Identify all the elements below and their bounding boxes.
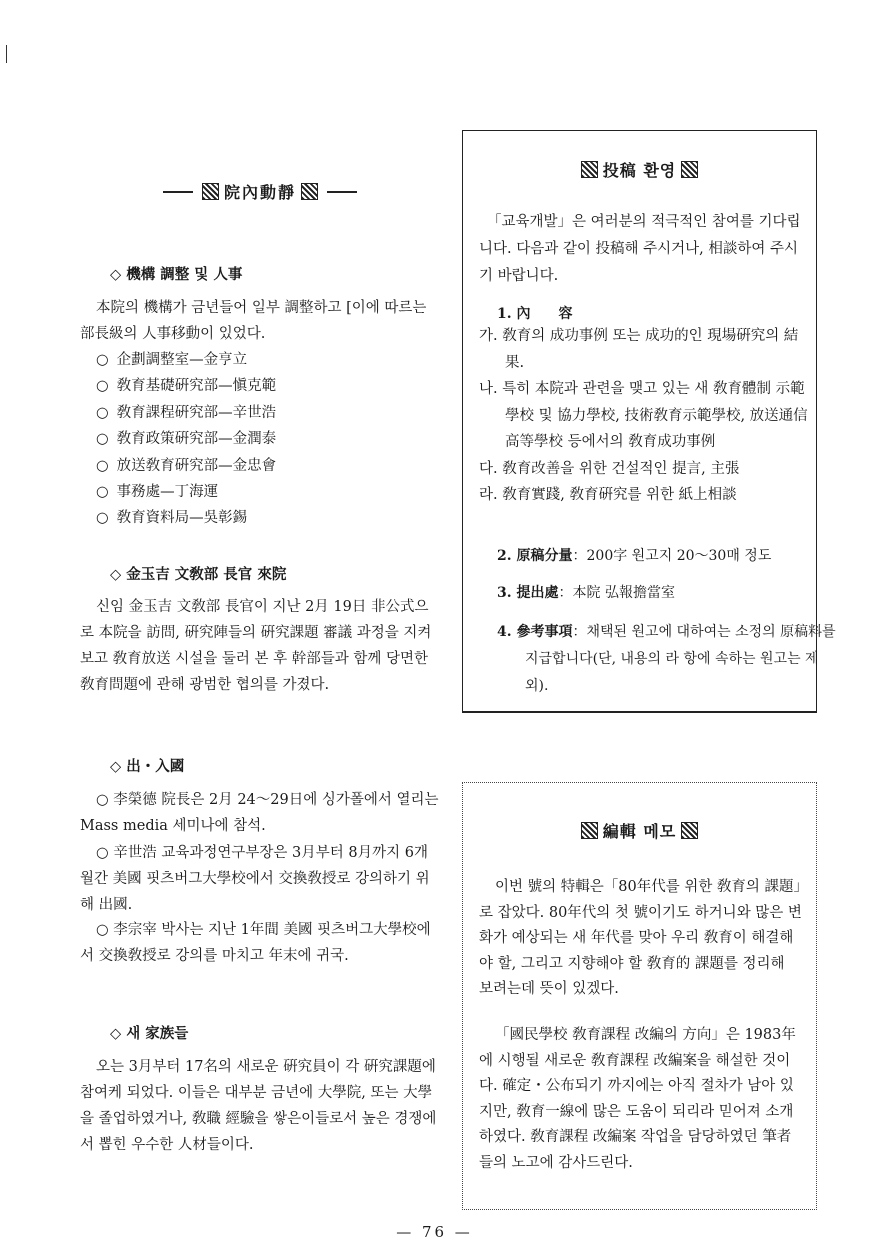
heading-new-family: ◇ 새 家族들 bbox=[110, 1025, 189, 1042]
box-title: 編輯 메모 bbox=[463, 819, 816, 842]
heading-minister-visit: ◇ 金玉吉 文敎部 長官 來院 bbox=[110, 566, 287, 583]
submission-content-heading: 1. 內 容 bbox=[497, 306, 573, 322]
page-edge-mark bbox=[6, 45, 7, 63]
memo-paragraph-2: 「國民學校 敎育課程 改編의 方向」은 1983年에 시행될 새로운 敎育課程 改編案을 해설한 것이다. 確定・公布되기 까지에는 아직 절차가 남아 있지만, 敎育一線에 많은 도움이 되리라 믿어져 소개하였다. 敎育課程 改編案 작업을 담당하였던 筆者들의 노고에 감사드린다. bbox=[479, 1027, 796, 1171]
page-number: — 76 — bbox=[396, 1223, 473, 1241]
submission-destination: 3. 提出處：本院 弘報擔當室 bbox=[497, 585, 675, 601]
paragraph-travel-2: ○ 辛世浩 교육과정연구부장은 3月부터 8月까지 6개월간 美國 핏츠버그大學校에서 交換敎授로 강의하기 위해 出國. bbox=[80, 845, 430, 913]
list-item: ○ 敎育課程硏究部—辛世浩 bbox=[96, 400, 276, 426]
submission-notes: 4. 參考事項：채택된 원고에 대하여는 소정의 原稿料를 지급합니다(단, 내용의 라 항에 속하는 원고는 제외). bbox=[497, 624, 836, 694]
list-item: 라. 敎育實踐, 敎育硏究를 위한 紙上相談 bbox=[479, 487, 737, 503]
list-item: 다. 敎育改善을 위한 건설적인 提言, 主張 bbox=[479, 460, 740, 477]
paragraph-minister-visit: 신임 金玉吉 文敎部 長官이 지난 2月 19日 非公式으로 本院을 訪問, 硏究陣들의 硏究課題 審議 과정을 지켜보고 敎育放送 시설을 둘러 본 후 幹部들과 함께 당면한 敎育問題에 관해 광범한 협의를 가졌다. bbox=[80, 599, 432, 693]
list-item: 가. 敎育의 成功事例 또는 成功的인 現場硏究의 結果. bbox=[479, 328, 799, 371]
paragraph-travel-3: ○ 李宗宰 박사는 지난 1年間 美國 핏츠버그大學校에서 交換敎授로 강의를 마치고 年末에 귀국. bbox=[80, 922, 431, 964]
list-item: ○ 事務處—丁海運 bbox=[96, 479, 276, 505]
submission-length: 2. 原稿分量：200字 원고지 20～30매 정도 bbox=[497, 548, 772, 564]
personnel-list bbox=[96, 347, 276, 532]
list-item: ○ 放送敎育硏究部—金忠會 bbox=[96, 453, 276, 479]
hatch-ornament-icon bbox=[581, 822, 598, 839]
paragraph-new-family: 오는 3月부터 17名의 새로운 硏究員이 각 硏究課題에 참여케 되었다. 이들은 대부분 금년에 大學院, 또는 大學을 졸업하였거나, 敎職 經驗을 쌓은이들로서 높은 경쟁에서 뽑힌 우수한 人材들이다. bbox=[80, 1059, 437, 1153]
list-item: 나. 특히 本院과 관련을 맺고 있는 새 敎育體制 示範學校 및 協力學校, 技術敎育示範學校, 放送通信高等學校 등에서의 敎育成功事例 bbox=[479, 381, 808, 450]
paragraph-travel-1: ○ 李榮德 院長은 2月 24～29日에 싱가폴에서 열리는 Mass media 세미나에 참석. bbox=[80, 792, 439, 834]
list-item: ○ 企劃調整室—金亨立 bbox=[96, 347, 276, 373]
submission-box bbox=[462, 130, 836, 713]
hatch-ornament-icon bbox=[301, 183, 318, 200]
hatch-ornament-icon bbox=[681, 161, 698, 178]
hatch-ornament-icon bbox=[681, 822, 698, 839]
heading-travel: ◇ 出・入國 bbox=[110, 758, 185, 775]
memo-paragraph-1: 이번 號의 特輯은「80年代를 위한 敎育의 課題」로 잡았다. 80年代의 첫 號이기도 하거니와 많은 변화가 예상되는 새 年代를 맞아 우리 敎育이 해결해야 할, 그리고 지향해야 할 敎育的 課題를 정리해 보려는데 뜻이 있겠다. bbox=[479, 879, 802, 997]
section-title: 院內動靜 bbox=[140, 180, 380, 203]
list-item: ○ 敎育政策硏究部—金潤泰 bbox=[96, 426, 276, 452]
paragraph-organization: 本院의 機構가 금년들어 일부 調整하고 [이에 따르는 部長級의 人事移動이 있었다. bbox=[80, 300, 427, 342]
list-item: ○ 敎育基礎硏究部—愼克範 bbox=[96, 373, 276, 399]
editor-memo-box bbox=[462, 782, 817, 1210]
submission-intro: 「교육개발」은 여러분의 적극적인 참여를 기다립니다. 다음과 같이 投稿해 주시거나, 相談하여 주시기 바랍니다. bbox=[479, 214, 801, 284]
list-item: ○ 敎育資料局—吳彰錫 bbox=[96, 505, 276, 531]
heading-organization: ◇ 機構 調整 및 人事 bbox=[110, 266, 243, 283]
box-title: 投稿 환영 bbox=[463, 158, 816, 181]
submission-content-list bbox=[479, 323, 809, 509]
hatch-ornament-icon bbox=[202, 183, 219, 200]
hatch-ornament-icon bbox=[581, 161, 598, 178]
